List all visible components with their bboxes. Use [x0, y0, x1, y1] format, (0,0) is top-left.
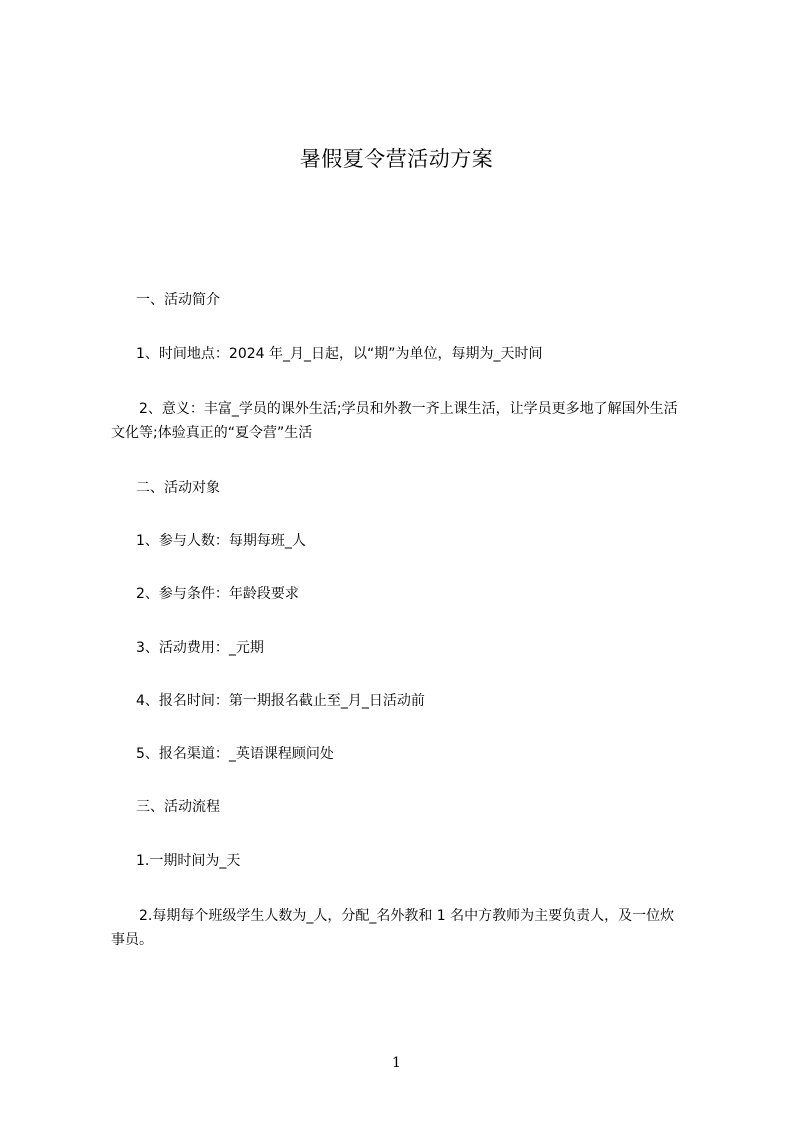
target-item-2: 2、参与条件：年龄段要求 [136, 586, 299, 602]
document-title: 暑假夏令营活动方案 [299, 147, 494, 171]
intro-item-2: 2、意义：丰富_学员的课外生活;学员和外教一齐上课生活，让学员更多地了解国外生活文化等;体验真正的“夏令营”生活 [111, 401, 678, 441]
process-item-2: 2.每期每个班级学生人数为_人，分配_名外教和 1 名中方教师为主要负责人，及一位炊事员。 [111, 908, 675, 948]
target-item-5: 5、报名渠道：_英语课程顾问处 [136, 746, 334, 762]
process-item-1: 1.一期时间为_天 [136, 853, 241, 869]
target-item-4: 4、报名时间：第一期报名截止至_月_日活动前 [136, 693, 425, 709]
section-heading-process: 三、活动流程 [136, 799, 220, 815]
page-number: 1 [392, 1055, 401, 1071]
intro-item-1: 1、时间地点：2024 年_月_日起，以“期”为单位，每期为_天时间 [136, 346, 543, 362]
section-heading-intro: 一、活动简介 [136, 292, 220, 308]
target-item-1: 1、参与人数：每期每班_人 [136, 533, 306, 549]
target-item-3: 3、活动费用：_元期 [136, 640, 264, 656]
section-heading-target: 二、活动对象 [136, 480, 220, 496]
